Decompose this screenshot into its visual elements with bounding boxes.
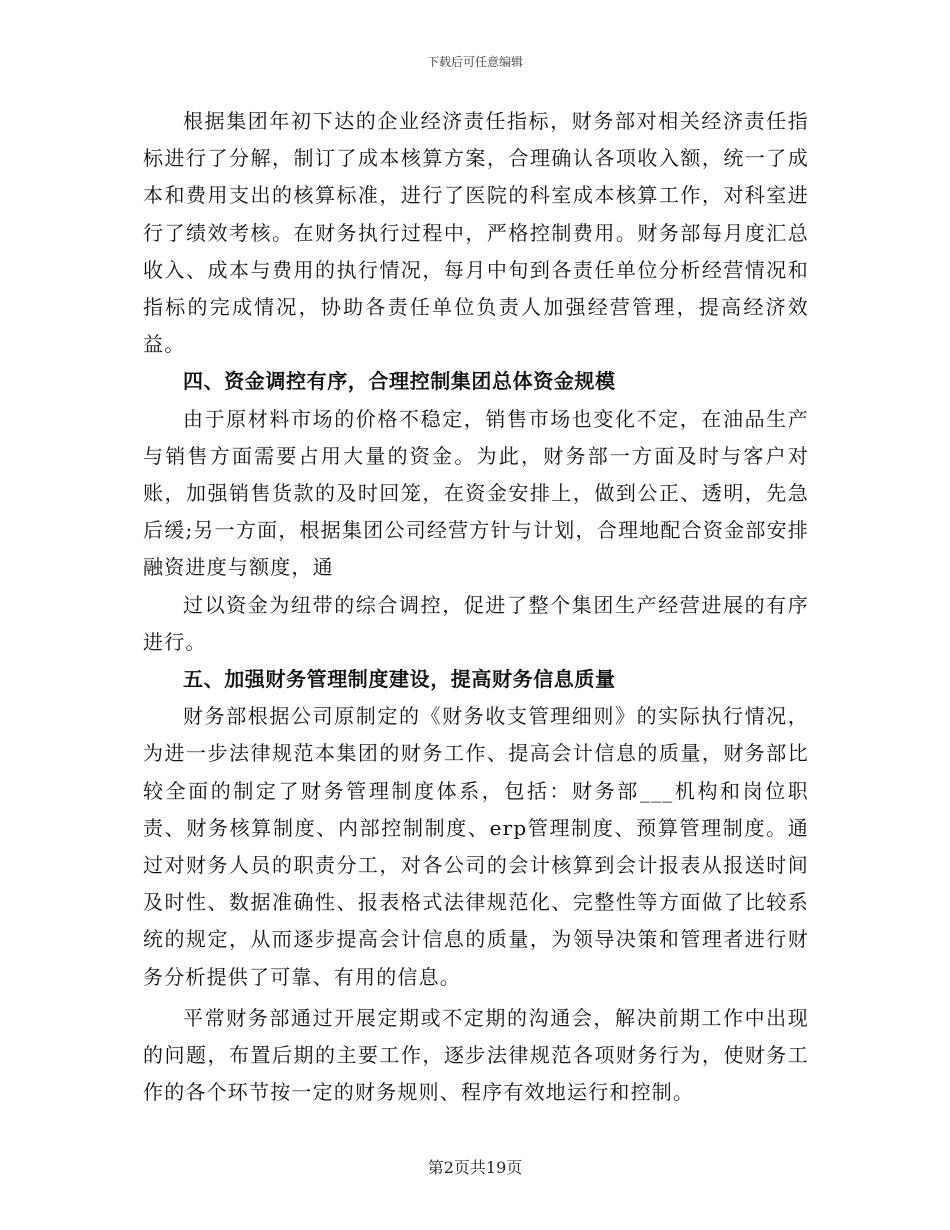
section-heading-5: 五、加强财务管理制度建设，提高财务信息质量 — [183, 667, 616, 692]
paragraph-responsibility-indicators: 根据集团年初下达的企业经济责任指标，财务部对相关经济责任指标进行了分解，制订了成本核算方案，合理确认各项收入额，统一了成本和费用支出的核算标准，进行了医院的科室成本核算工作，对科室进行了绩效考核。在财务执行过程中，严格控制费用。财务部每月度汇总收入、成本与费用的执行情况，每月中旬到各责任单位分析经营情况和指标的完成情况，协助各责任单位负责人加强经营管理，提高经济效益。 — [143, 109, 809, 357]
page-number: 第2页共19页 — [427, 1158, 523, 1177]
paragraph-fund-regulation-cont: 过以资金为纽带的综合调控，促进了整个集团生产经营进展的有序进行。 — [143, 592, 809, 654]
paragraph-fund-regulation: 由于原材料市场的价格不稳定，销售市场也变化不定，在油品生产与销售方面需要占用大量的资金。为此，财务部一方面及时与客户对账，加强销售货款的及时回笼，在资金安排上，做到公正、透明，先急后缓;另一方面，根据集团公司经营方针与计划，合理地配合资金部安排融资进度与额度，通 — [143, 406, 809, 580]
document-body — [143, 103, 809, 1111]
paragraph-communication-meetings: 平常财务部通过开展定期或不定期的沟通会，解决前期工作中出现的问题，布置后期的主要工作，逐步法律规范各项财务行为，使财务工作的各个环节按一定的财务规则、程序有效地运行和控制。 — [143, 1005, 809, 1105]
paragraph-management-system: 财务部根据公司原制定的《财务收支管理细则》的实际执行情况，为进一步法律规范本集团的财务工作、提高会计信息的质量，财务部比较全面的制定了财务管理制度体系，包括：财务部___机构和岗位职责、财务核算制度、内部控制制度、erp管理制度、预算管理制度。通过对财务人员的职责分工，对各公司的会计核算到会计报表从报送时间及时性、数据准确性、报表格式法律规范化、完整性等方面做了比较系统的规定，从而逐步提高会计信息的质量，为领导决策和管理者进行财务分析提供了可靠、有用的信息。 — [143, 704, 809, 989]
section-heading-4: 四、资金调控有序，合理控制集团总体资金规模 — [183, 369, 616, 394]
page-header-note: 下载后可任意编辑 — [426, 55, 523, 69]
